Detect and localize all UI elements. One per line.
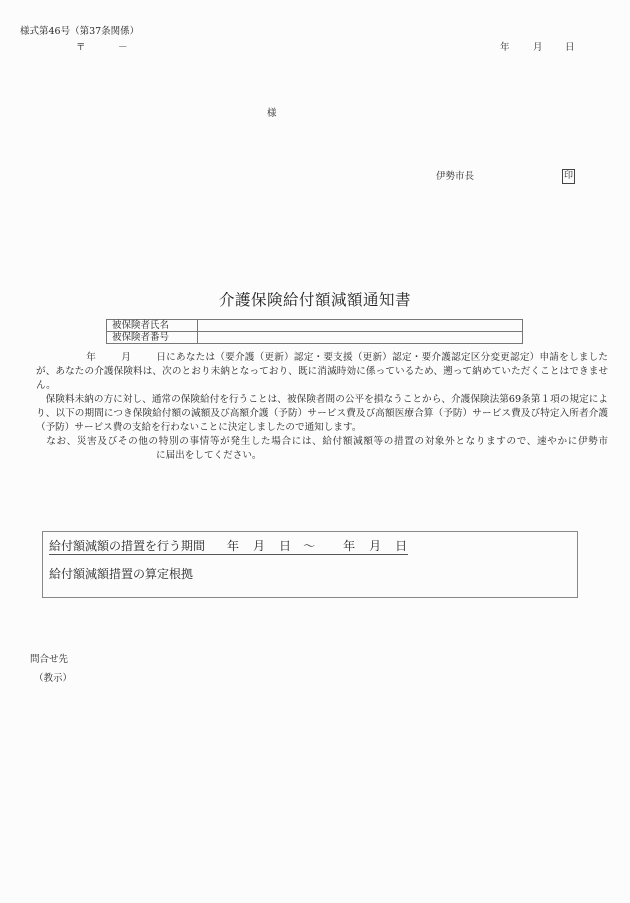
period-end-day: 日 (395, 539, 408, 553)
measure-period (49, 538, 408, 555)
period-start-year: 年 (227, 539, 240, 553)
insured-number-value (198, 332, 523, 344)
instruction-label: （教示） (34, 673, 73, 684)
application-year: 年 (86, 352, 97, 363)
period-start-day: 日 (279, 539, 292, 553)
period-end-month: 月 (369, 539, 382, 553)
postal-mark: 〒 (76, 42, 86, 53)
paragraph-exception: なお、災害及びその他の特別の事情等が発生した場合には、給付額減額等の措置の対象外となりますので、速やかに伊勢市に届出をしてください。 (46, 436, 608, 461)
paragraph-application (36, 351, 608, 393)
application-month: 月 (121, 352, 132, 363)
table-row (107, 332, 523, 344)
form-number: 様式第46号（第37条関係） (20, 26, 140, 37)
paragraph-decision: 保険料未納の方に対し、通常の保険給付を行うことは、被保険者間の公平を損なうことから、介護保険法第69条第１項の規定により、以下の期間につき保険給付額の減額及び高額介護（予防）サービス費及び高額医療合算（予防）サービス費及び特定入所者介護（予防）サービス費の支給を行わないことに決定しましたので通知します。 (36, 394, 608, 433)
document-title: 介護保険給付額減額通知書 (218, 291, 411, 309)
postal-dash: － (118, 42, 128, 53)
insured-number-label: 被保険者番号 (107, 332, 198, 344)
insured-name-label: 被保険者氏名 (107, 320, 198, 332)
table-row (107, 320, 523, 332)
contact-label: 問合せ先 (30, 654, 69, 665)
period-label: 給付額減額の措置を行う期間 (49, 539, 206, 553)
calculation-basis-label: 給付額減額措置の算定根拠 (49, 567, 194, 581)
issue-date-day: 日 (565, 42, 575, 53)
seal-icon: 印 (562, 169, 575, 184)
measure-box (42, 531, 578, 598)
insured-name-value (198, 320, 523, 332)
paragraph-application-text: 日にあなたは（要介護（更新）認定・要支援（更新）認定・要介護認定区分変更認定）申請をしましたが、あなたの介護保険料は、次のとおり未納となっており、既に消滅時効に係っているため、遡って納めていただくことはできません。 (36, 352, 609, 391)
issue-date-month: 月 (533, 42, 543, 53)
addressee-honorific: 様 (267, 108, 277, 119)
issuer-name: 伊勢市長 (436, 171, 475, 182)
insured-info-table (106, 319, 523, 344)
period-end-year: 年 (343, 539, 356, 553)
notice-body (36, 351, 608, 463)
issue-date-year: 年 (500, 42, 510, 53)
period-tilde: ～ (303, 539, 316, 553)
period-start-month: 月 (253, 539, 266, 553)
